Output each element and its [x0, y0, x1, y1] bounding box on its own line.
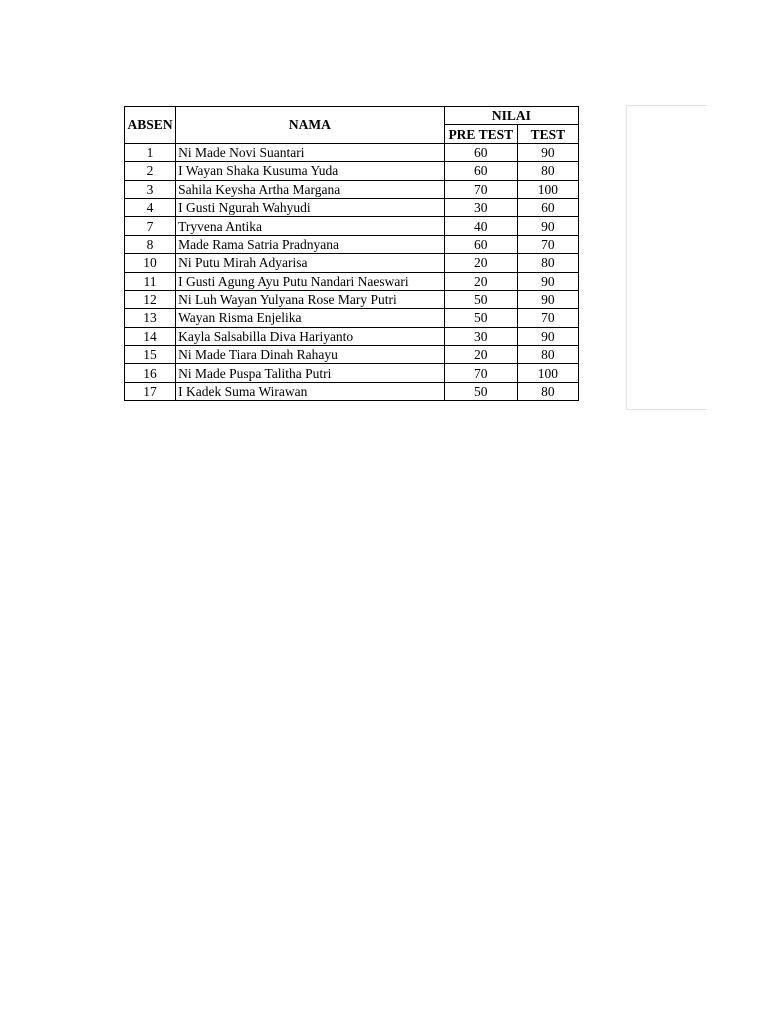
cell-absen: 2: [125, 162, 176, 180]
table-row: [125, 290, 579, 308]
cell-absen: 8: [125, 235, 176, 253]
cell-nama: Ni Made Tiara Dinah Rahayu: [176, 346, 445, 364]
cell-absen: 7: [125, 217, 176, 235]
cell-nama: I Gusti Ngurah Wahyudi: [176, 198, 445, 216]
cell-nama: Made Rama Satria Pradnyana: [176, 235, 445, 253]
cell-pre-test: 60: [444, 162, 517, 180]
cell-absen: 14: [125, 327, 176, 345]
score-table: [124, 106, 579, 401]
cell-test: 90: [517, 143, 578, 161]
cell-nama: I Wayan Shaka Kusuma Yuda: [176, 162, 445, 180]
cell-pre-test: 50: [444, 290, 517, 308]
cell-test: 80: [517, 162, 578, 180]
header-test: TEST: [517, 125, 578, 143]
cell-pre-test: 40: [444, 217, 517, 235]
table-row: [125, 143, 579, 161]
header-absen: ABSEN: [125, 107, 176, 144]
cell-pre-test: 20: [444, 254, 517, 272]
table-row: [125, 364, 579, 382]
table-body: [125, 143, 579, 400]
table-row: [125, 198, 579, 216]
table-row: [125, 382, 579, 400]
cell-test: 60: [517, 198, 578, 216]
cell-nama: I Gusti Agung Ayu Putu Nandari Naeswari: [176, 272, 445, 290]
cell-absen: 16: [125, 364, 176, 382]
cell-test: 90: [517, 217, 578, 235]
cell-pre-test: 20: [444, 346, 517, 364]
header-pre-test: PRE TEST: [444, 125, 517, 143]
cell-test: 70: [517, 309, 578, 327]
cell-pre-test: 70: [444, 180, 517, 198]
cell-absen: 10: [125, 254, 176, 272]
table-row: [125, 217, 579, 235]
cell-pre-test: 60: [444, 235, 517, 253]
cell-test: 80: [517, 254, 578, 272]
cell-nama: Ni Made Puspa Talitha Putri: [176, 364, 445, 382]
header-nilai: NILAI: [444, 107, 578, 125]
cell-absen: 17: [125, 382, 176, 400]
cell-pre-test: 50: [444, 382, 517, 400]
cell-nama: Kayla Salsabilla Diva Hariyanto: [176, 327, 445, 345]
header-nama: NAMA: [176, 107, 445, 144]
table-row: [125, 309, 579, 327]
side-panel: [626, 105, 707, 410]
cell-test: 80: [517, 382, 578, 400]
cell-nama: I Kadek Suma Wirawan: [176, 382, 445, 400]
cell-absen: 4: [125, 198, 176, 216]
cell-test: 70: [517, 235, 578, 253]
cell-absen: 13: [125, 309, 176, 327]
cell-pre-test: 50: [444, 309, 517, 327]
cell-nama: Ni Luh Wayan Yulyana Rose Mary Putri: [176, 290, 445, 308]
cell-pre-test: 60: [444, 143, 517, 161]
header-row-top: [125, 107, 579, 125]
table-row: [125, 254, 579, 272]
cell-test: 90: [517, 327, 578, 345]
cell-pre-test: 70: [444, 364, 517, 382]
cell-pre-test: 30: [444, 327, 517, 345]
cell-nama: Tryvena Antika: [176, 217, 445, 235]
table-row: [125, 327, 579, 345]
cell-absen: 1: [125, 143, 176, 161]
cell-test: 100: [517, 364, 578, 382]
table-row: [125, 235, 579, 253]
cell-absen: 11: [125, 272, 176, 290]
cell-test: 100: [517, 180, 578, 198]
cell-nama: Sahila Keysha Artha Margana: [176, 180, 445, 198]
table-row: [125, 346, 579, 364]
table-row: [125, 272, 579, 290]
table-row: [125, 180, 579, 198]
cell-absen: 12: [125, 290, 176, 308]
cell-test: 80: [517, 346, 578, 364]
cell-absen: 15: [125, 346, 176, 364]
cell-pre-test: 30: [444, 198, 517, 216]
cell-test: 90: [517, 272, 578, 290]
cell-test: 90: [517, 290, 578, 308]
table-row: [125, 162, 579, 180]
cell-pre-test: 20: [444, 272, 517, 290]
table-header: [125, 107, 579, 144]
cell-nama: Wayan Risma Enjelika: [176, 309, 445, 327]
cell-absen: 3: [125, 180, 176, 198]
cell-nama: Ni Made Novi Suantari: [176, 143, 445, 161]
cell-nama: Ni Putu Mirah Adyarisa: [176, 254, 445, 272]
